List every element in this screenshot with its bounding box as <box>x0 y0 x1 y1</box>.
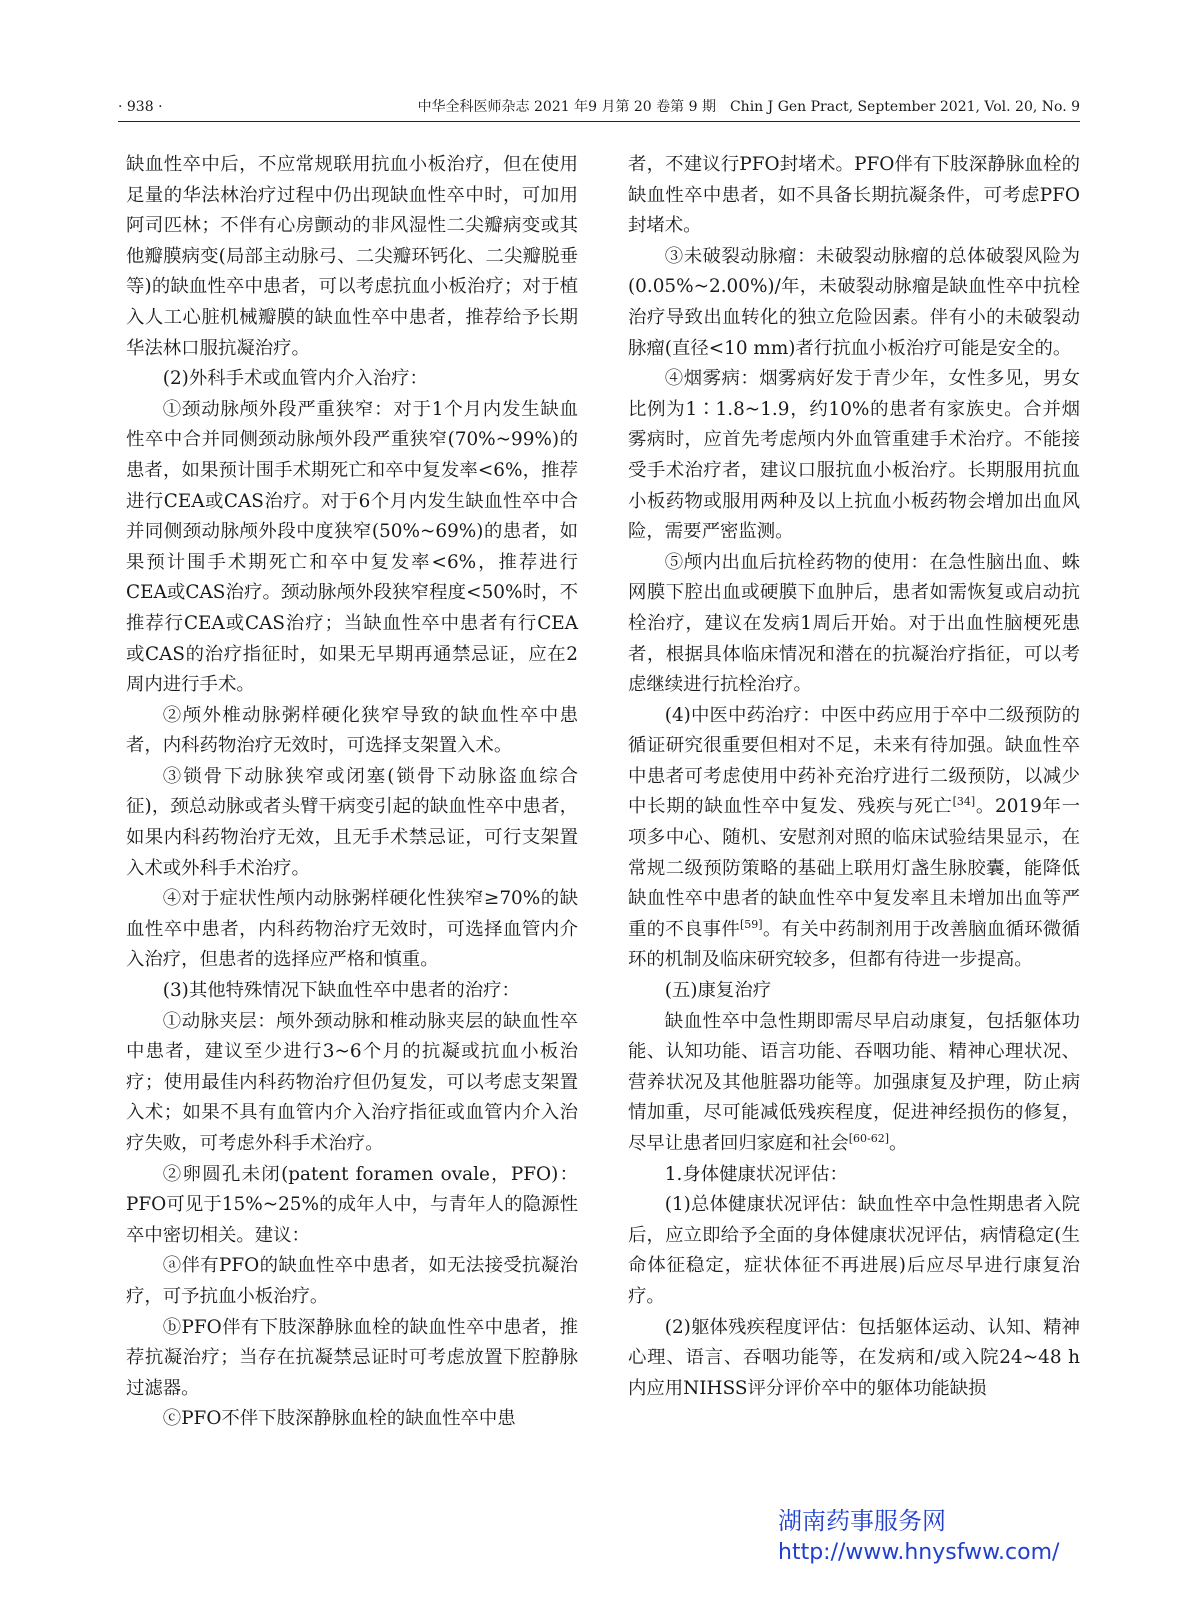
page-number: · 938 · <box>118 99 163 115</box>
right-column <box>628 150 1080 1404</box>
watermark <box>776 1504 1076 1568</box>
paragraph: ⑤颅内出血后抗栓药物的使用：在急性脑出血、蛛网膜下腔出血或硬膜下血肿后，患者如需恢复或启动抗栓治疗，建议在发病1周后开始。对于出血性脑梗死患者，根据具体临床情况和潜在的抗凝治疗指征，可以考虑继续进行抗栓治疗。 <box>628 551 1080 696</box>
citation-ref: [34] <box>952 795 976 809</box>
paragraph: (2)躯体残疾程度评估：包括躯体运动、认知、精神心理、语言、吞咽功能等，在发病和/或入院24~48 h内应用NIHSS评分评价卒中的躯体功能缺损 <box>628 1316 1080 1399</box>
paragraph: 缺血性卒中后，不应常规联用抗血小板治疗，但在使用足量的华法林治疗过程中仍出现缺血性卒中时，可加用阿司匹林；不伴有心房颤动的非风湿性二尖瓣病变或其他瓣膜病变(局部主动脉弓、二尖瓣环钙化、二尖瓣脱垂等)的缺血性卒中患者，可以考虑抗血小板治疗；对于植入人工心脏机械瓣膜的缺血性卒中患者，推荐给予长期华法林口服抗凝治疗。 <box>126 154 578 359</box>
header-rule <box>118 121 1080 122</box>
paragraph: ④烟雾病：烟雾病好发于青少年，女性多见，男女比例为1∶1.8~1.9，约10%的患者有家族史。合并烟雾病时，应首先考虑颅内外血管重建手术治疗。不能接受手术治疗者，建议口服抗血小板治疗。长期服用抗血小板药物或服用两种及以上抗血小板药物会增加出血风险，需要严密监测。 <box>628 368 1080 543</box>
paragraph <box>628 701 1080 976</box>
running-header <box>118 96 1080 118</box>
paragraph-text: 。 <box>889 1133 908 1154</box>
paragraph: 者，不建议行PFO封堵术。PFO伴有下肢深静脉血栓的缺血性卒中患者，如不具备长期抗凝条件，可考虑PFO封堵术。 <box>628 154 1080 237</box>
paragraph: ③锁骨下动脉狭窄或闭塞(锁骨下动脉盗血综合征)，颈总动脉或者头臂干病变引起的缺血性卒中患者，如果内科药物治疗无效，且无手术禁忌证，可行支架置入术或外科手术治疗。 <box>126 765 578 879</box>
citation-ref: [60-62] <box>848 1131 889 1145</box>
paragraph-text: 。有关中药制剂用于改善脑血循环微循环的机制及临床研究较多，但都有待进一步提高。 <box>628 918 1080 971</box>
watermark-name: 湖南药事服务网 <box>778 1507 946 1535</box>
subsection-heading: 1.身体健康状况评估： <box>664 1163 848 1185</box>
paragraph: ⓒPFO不伴下肢深静脉血栓的缺血性卒中患 <box>162 1408 516 1430</box>
paragraph-text: 缺血性卒中急性期即需尽早启动康复，包括躯体功能、认知功能、语言功能、吞咽功能、精神心理状况、营养状况及其他脏器功能等。加强康复及护理，防止病情加重，尽可能减低残疾程度，促进神经损伤的修复，尽早让患者回归家庭和社会 <box>628 1010 1080 1154</box>
citation-ref: [59] <box>740 917 763 931</box>
paragraph: (1)总体健康状况评估：缺血性卒中急性期患者入院后，应立即给予全面的身体健康状况评估，病情稳定(生命体征稳定，症状体征不再进展)后应尽早进行康复治疗。 <box>628 1194 1080 1307</box>
left-column <box>126 150 578 1435</box>
paragraph <box>628 1007 1080 1160</box>
paragraph: ④对于症状性颅内动脉粥样硬化性狭窄≥70%的缺血性卒中患者，内科药物治疗无效时，可选择血管内介入治疗，但患者的选择应严格和慎重。 <box>126 888 578 971</box>
paragraph: ②颅外椎动脉粥样硬化狭窄导致的缺血性卒中患者，内科药物治疗无效时，可选择支架置入术。 <box>126 704 578 757</box>
paragraph: ①动脉夹层：颅外颈动脉和椎动脉夹层的缺血性卒中患者，建议至少进行3~6个月的抗凝或抗血小板治疗；使用最佳内科药物治疗但仍复发，可以考虑支架置入术；如果不具有血管内介入治疗指征或血管内介入治疗失败，可考虑外科手术治疗。 <box>126 1010 578 1154</box>
paragraph: ①颈动脉颅外段严重狭窄：对于1个月内发生缺血性卒中合并同侧颈动脉颅外段严重狭窄(70%~99%)的患者，如果预计围手术期死亡和卒中复发率<6%，推荐进行CEA或CAS治疗。对于6个月内发生缺血性卒中合并同侧颈动脉颅外段中度狭窄(50%~69%)的患者，如果预计围手术期死亡和卒中复发率<6%，推荐进行CEA或CAS治疗。颈动脉颅外段狭窄程度<50%时，不推荐行CEA或CAS治疗；当缺血性卒中患者有行CEA或CAS的治疗指征时，如果无早期再通禁忌证，应在2周内进行手术。 <box>126 398 578 696</box>
paragraph: ③未破裂动脉瘤：未破裂动脉瘤的总体破裂风险为(0.05%~2.00%)/年，未破裂动脉瘤是缺血性卒中抗栓治疗导致出血转化的独立危险因素。伴有小的未破裂动脉瘤(直径<10 mm)者行抗血小板治疗可能是安全的。 <box>628 245 1080 359</box>
paragraph-text: 。2019年一项多中心、随机、安慰剂对照的临床试验结果显示，在常规二级预防策略的基础上联用灯盏生脉胶囊，能降低缺血性卒中患者的缺血性卒中复发率且未增加出血等严重的不良事件 <box>628 796 1080 940</box>
paragraph-text: (4)中医中药治疗：中医中药应用于卒中二级预防的循证研究很重要但相对不足，未来有待加强。缺血性卒中患者可考虑使用中药补充治疗进行二级预防，以减少中长期的缺血性卒中复发、残疾与死亡 <box>628 704 1080 818</box>
section-heading: (五)康复治疗 <box>664 980 772 1002</box>
paragraph: ②卵圆孔未闭(patent foramen ovale，PFO)：PFO可见于15%~25%的成年人中，与青年人的隐源性卒中密切相关。建议： <box>126 1163 578 1246</box>
paragraph: ⓑPFO伴有下肢深静脉血栓的缺血性卒中患者，推荐抗凝治疗；当存在抗凝禁忌证时可考虑放置下腔静脉过滤器。 <box>126 1316 578 1399</box>
paragraph: ⓐ伴有PFO的缺血性卒中患者，如无法接受抗凝治疗，可予抗血小板治疗。 <box>126 1255 578 1307</box>
paragraph: (2)外科手术或血管内介入治疗： <box>162 368 428 390</box>
paragraph: (3)其他特殊情况下缺血性卒中患者的治疗： <box>162 980 520 1002</box>
journal-citation: 中华全科医师杂志 2021 年9 月第 20 卷第 9 期 Chin J Gen Pract, September 2021, Vol. 20, No. 9 <box>417 99 1080 115</box>
watermark-url[interactable]: http://www.hnysfww.com/ <box>778 1540 1060 1565</box>
